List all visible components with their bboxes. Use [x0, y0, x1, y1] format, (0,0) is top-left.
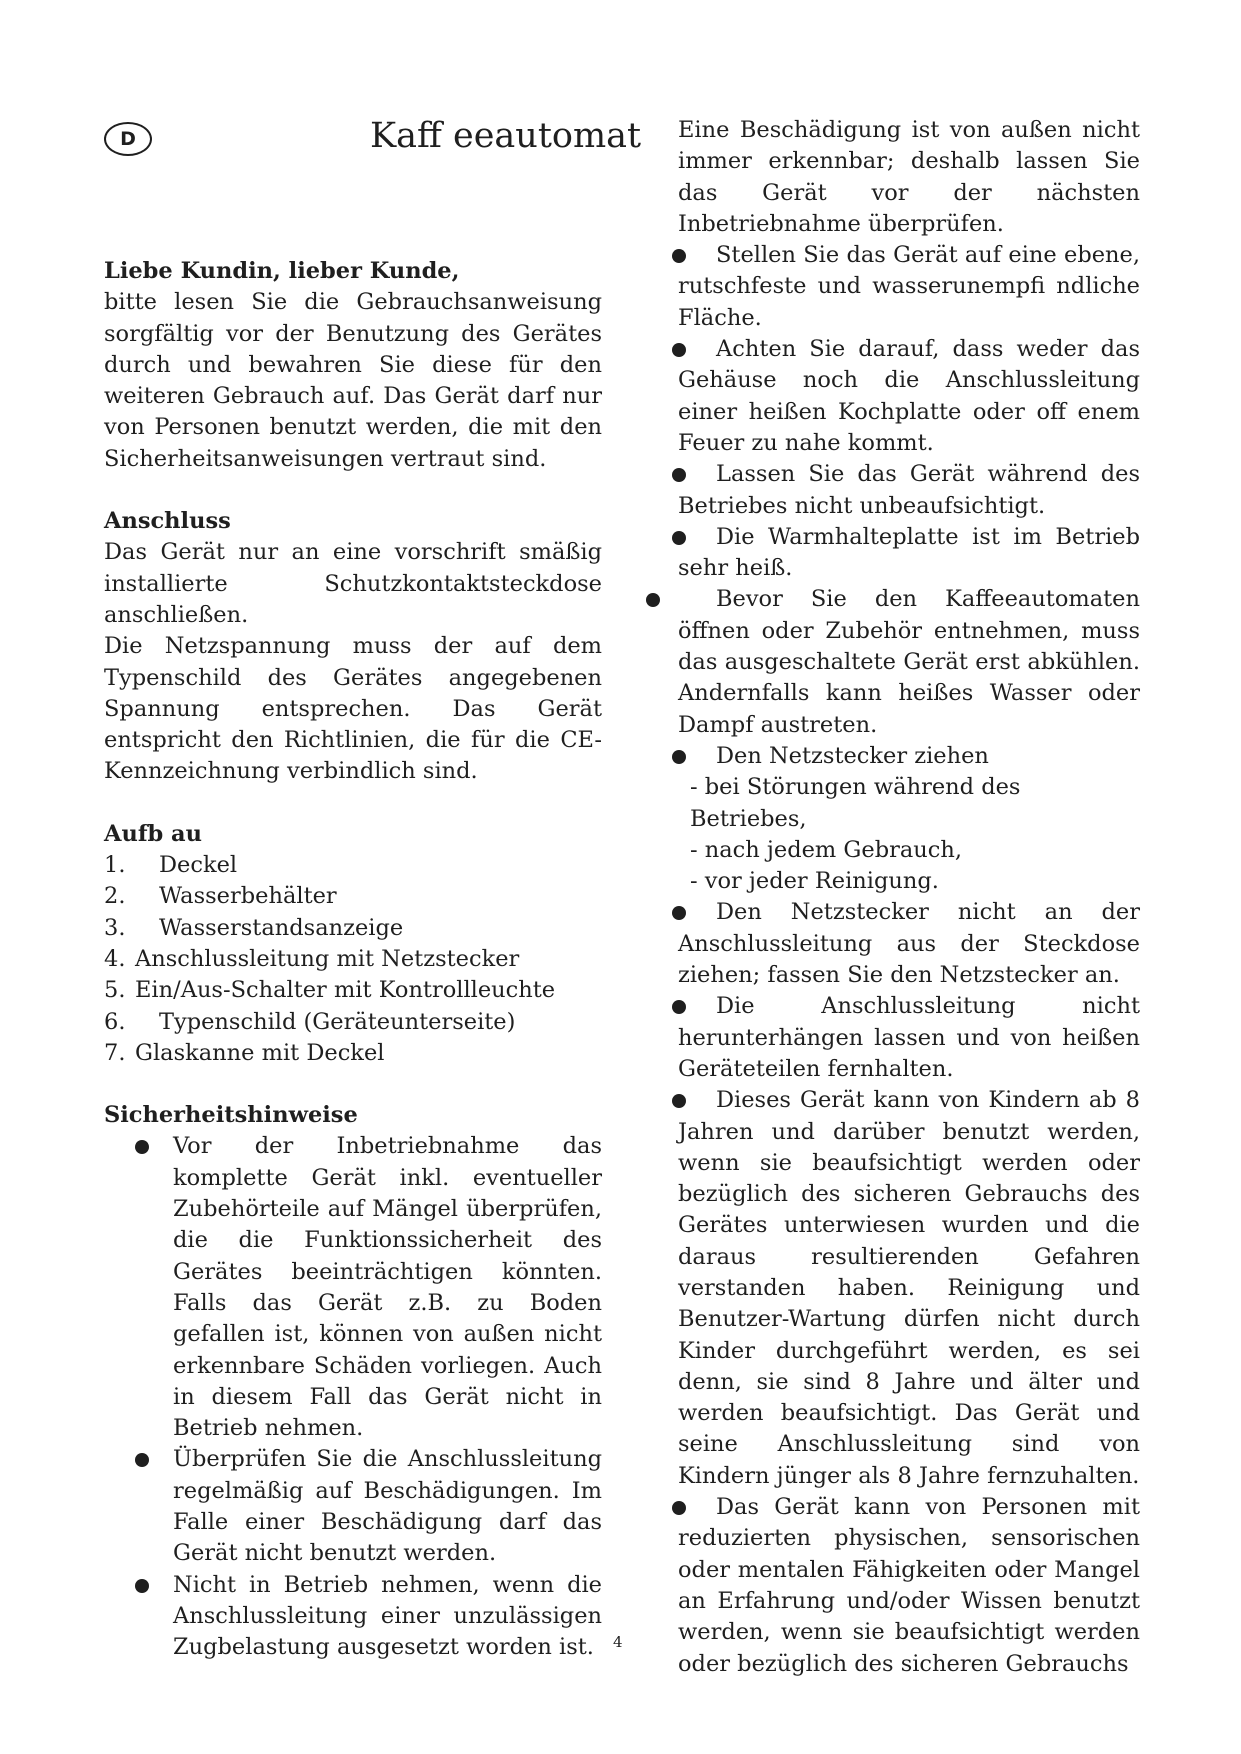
safety-item: Lassen Sie das Gerät während des Betriebes nicht unbeaufsichtigt. — [678, 459, 1140, 522]
anschluss-paragraph: Das Gerät nur an eine vorschrift smäßig installierte Schutzkontaktsteckdose anschließen. — [104, 539, 602, 628]
part-number: 5. — [104, 977, 126, 1004]
part-label: Glaskanne mit Deckel — [135, 1039, 385, 1066]
safety-item: Dieses Gerät kann von Kindern ab 8 Jahren und darüber benutzt werden, wenn sie beaufsichtigt werden oder bezüglich des sicheren Gebrauchs des Gerätes unterwiesen wurden und die daraus resultierenden Gefahren verstanden haben. Reinigung und Benutzer-Wartung dürfen nicht durch Kinder durchgeführt werden, es sei denn, sie sind 8 Jahre und älter und werden beaufsichtigt. Das Gerät und seine Anschlussleitung sind von Kindern jünger als 8 Jahre fernzuhalten. — [678, 1085, 1140, 1492]
unplug-item: Den Netzstecker ziehen — [678, 741, 1140, 772]
page-number: 4 — [613, 1633, 623, 1651]
safety-continuation: Eine Beschädigung ist von außen nicht immer erkennbar; deshalb lassen Sie das Gerät vor der nächsten Inbetriebnahme überprüfen. — [678, 117, 1140, 237]
left-column — [104, 115, 642, 1663]
part-number: 4. — [104, 945, 126, 972]
unplug-sublist — [678, 772, 1140, 897]
greeting-text: bitte lesen Sie die Gebrauchsanweisung sorgfältig vor der Benutzung des Gerätes durch und bewahren Sie diese für den weiteren Gebrauch auf. Das Gerät darf nur von Personen benutzt werden, die mit den Sicherheitsanweisungen vertraut sind. — [104, 289, 602, 472]
safety-item: Achten Sie darauf, dass weder das Gehäuse noch die Anschlussleitung einer heißen Kochplatte oder off enem Feuer zu nahe kommt. — [678, 334, 1140, 459]
part-number: 6. — [104, 1008, 126, 1035]
part-label: Typenschild (Geräteunterseite) — [159, 1008, 516, 1035]
safety-item: Nicht in Betrieb nehmen, wenn die Anschlussleitung einer unzulässigen Zugbelastung ausgesetzt worden ist. — [139, 1570, 602, 1664]
safety-item: Überprüfen Sie die Anschlussleitung regelmäßig auf Beschädigungen. Im Falle einer Beschädigung darf das Gerät nicht benutzt werden. — [139, 1444, 602, 1569]
page-header — [104, 115, 642, 256]
parts-list — [104, 850, 602, 1069]
safety-item: Das Gerät kann von Personen mit reduzierten physischen, sensorischen oder mentalen Fähigkeiten oder Mangel an Erfahrung und/oder Wissen benutzt werden, wenn sie beaufsichtigt werden oder bezüglich des sicheren Gebrauchs — [678, 1492, 1140, 1680]
greeting-heading: Liebe Kundin, lieber Kunde, — [104, 258, 460, 284]
parts-list-item — [104, 881, 602, 912]
anschluss-paragraph: Die Netzspannung muss der auf dem Typenschild des Gerätes angegebenen Spannung entsprechen. Das Gerät entspricht den Richtlinien, die für die CE-Kennzeichnung verbindlich sind. — [104, 633, 602, 785]
section-spacer — [104, 788, 602, 819]
part-number: 2. — [104, 883, 126, 910]
safety-item: Den Netzstecker nicht an der Anschlussleitung aus der Steckdose ziehen; fassen Sie den Netzstecker an. — [678, 897, 1140, 991]
part-number: 3. — [104, 914, 126, 941]
sicherheit-heading: Sicherheitshinweise — [104, 1102, 358, 1129]
part-number: 1. — [104, 852, 126, 879]
aufbau-heading: Aufb au — [104, 820, 202, 847]
part-label: Ein/Aus-Schalter mit Kontrollleuchte — [135, 977, 556, 1004]
parts-list-item — [104, 850, 602, 881]
part-number: 7. — [104, 1039, 126, 1066]
parts-list-item — [104, 913, 602, 944]
unplug-subitem: - bei Störungen während des Betriebes, — [690, 774, 1021, 832]
parts-list-item — [104, 975, 602, 1006]
section-spacer — [104, 475, 602, 506]
anschluss-heading: Anschluss — [104, 508, 231, 535]
safety-item: Bevor Sie den Kaffeeautomaten öffnen oder Zubehör entnehmen, muss das ausgeschaltete Gerät erst abkühlen. Andernfalls kann heißes Wasser oder Dampf austreten. — [678, 584, 1140, 740]
unplug-subitem: - vor jeder Reinigung. — [690, 868, 939, 895]
safety-item: Stellen Sie das Gerät auf eine ebene, rutschfeste und wasserunempfi ndliche Fläche. — [678, 240, 1140, 334]
safety-item: Vor der Inbetriebnahme das komplette Gerät inkl. eventueller Zubehörteile auf Mängel überprüfen, die die Funktionssicherheit des Gerätes beeinträchtigen könnten. Falls das Gerät z.B. zu Boden gefallen ist, können von außen nicht erkennbare Schäden vorliegen. Auch in diesem Fall das Gerät nicht in Betrieb nehmen. — [139, 1131, 602, 1444]
page-title: Kaff eeautomat — [370, 116, 642, 156]
parts-list-item — [104, 1007, 602, 1038]
right-column — [678, 115, 1140, 1680]
language-badge: D — [104, 122, 152, 156]
parts-list-item — [104, 944, 602, 975]
parts-list-item — [104, 1038, 602, 1069]
part-label: Anschlussleitung mit Netzstecker — [135, 945, 520, 972]
unplug-subitem: - nach jedem Gebrauch, — [690, 836, 962, 863]
safety-list-left — [104, 1131, 602, 1663]
part-label: Deckel — [159, 852, 238, 879]
safety-item: Die Warmhalteplatte ist im Betrieb sehr heiß. — [678, 522, 1140, 585]
safety-item: Die Anschlussleitung nicht herunterhängen lassen und von heißen Geräteteilen fernhalten. — [678, 991, 1140, 1085]
part-label: Wasserbehälter — [159, 883, 337, 910]
part-label: Wasserstandsanzeige — [159, 914, 404, 941]
section-spacer — [104, 1069, 602, 1100]
